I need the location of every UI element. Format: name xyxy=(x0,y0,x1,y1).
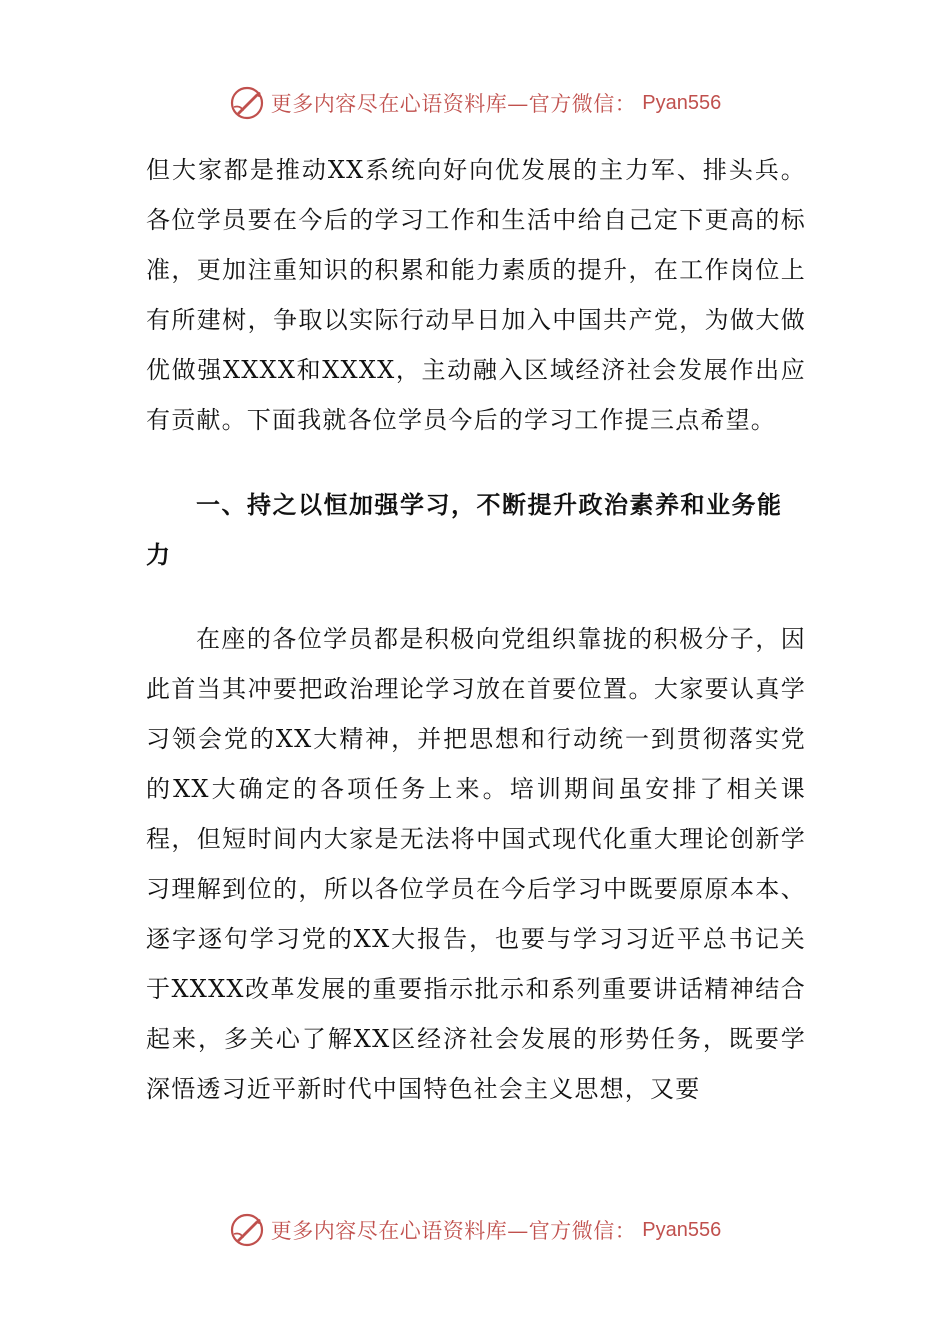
quill-logo-icon xyxy=(229,85,265,121)
spacer xyxy=(146,580,806,614)
header-banner xyxy=(0,83,950,123)
banner-text: 更多内容尽在心语资料库—官方微信： xyxy=(270,1219,637,1243)
paragraph-2: 在座的各位学员都是积极向党组织靠拢的积极分子，因此首当其冲要把政治理论学习放在首要位置。大家要认真学习领会党的XX大精神，并把思想和行动统一到贯彻落实党的XX大确定的各项任务上来。培训期间虽安排了相关课程，但短时间内大家是无法将中国式现代化重大理论创新学习理解到位的，所以各位学员在今后学习中既要原原本本、逐字逐句学习党的XX大报告，也要与学习习近平总书记关于XXXX改革发展的重要指示批示和系列重要讲话精神结合起来，多关心了解XX区经济社会发展的形势任务，既要学深悟透习近平新时代中国特色社会主义思想，又要 xyxy=(146,625,806,1103)
document-body xyxy=(146,145,806,1114)
wechat-id: Pyan556 xyxy=(642,1218,722,1241)
wechat-id: Pyan556 xyxy=(642,91,722,114)
quill-logo-icon xyxy=(229,1212,265,1248)
spacer xyxy=(146,445,806,480)
section-heading-1: 一、持之以恒加强学习，不断提升政治素养和业务能力 xyxy=(146,491,783,569)
banner-text: 更多内容尽在心语资料库—官方微信： xyxy=(270,92,637,116)
paragraph-1: 但大家都是推动XX系统向好向优发展的主力军、排头兵。各位学员要在今后的学习工作和生活中给自己定下更高的标准，更加注重知识的积累和能力素质的提升，在工作岗位上有所建树，争取以实际行动早日加入中国共产党，为做大做优做强XXXX和XXXX，主动融入区域经济社会发展作出应有贡献。下面我就各位学员今后的学习工作提三点希望。 xyxy=(146,156,806,434)
footer-banner xyxy=(0,1210,950,1250)
